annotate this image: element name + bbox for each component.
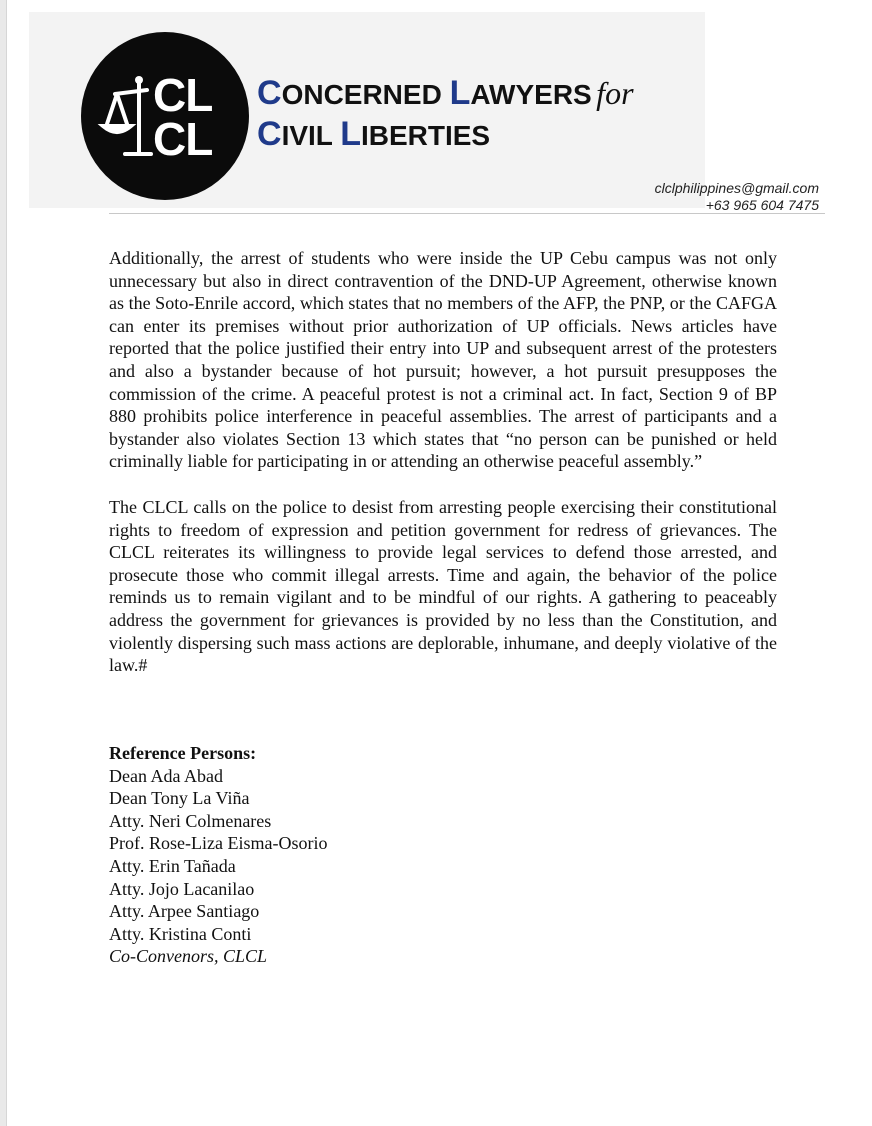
organization-name bbox=[257, 76, 634, 158]
contact-email[interactable]: clclphilippines@gmail.com bbox=[654, 180, 819, 196]
contact-info bbox=[655, 180, 819, 214]
word-iberties: IBERTIES bbox=[360, 120, 491, 151]
contact-phone: +63 965 604 7475 bbox=[705, 197, 819, 213]
reference-person: Atty. Kristina Conti bbox=[109, 923, 252, 944]
org-name-line-2 bbox=[257, 117, 634, 158]
document-page bbox=[6, 0, 872, 1126]
reference-person: Dean Ada Abad bbox=[109, 765, 223, 786]
word-oncerned: ONCERNED bbox=[281, 79, 450, 110]
word-for: for bbox=[596, 75, 634, 111]
reference-person: Atty. Erin Tañada bbox=[109, 855, 236, 876]
statement-body bbox=[109, 247, 777, 700]
reference-persons bbox=[109, 742, 609, 968]
word-awyers: AWYERS bbox=[470, 79, 592, 110]
reference-person: Atty. Jojo Lacanilao bbox=[109, 878, 255, 899]
monogram-bottom: CL bbox=[153, 113, 213, 165]
reference-title: Reference Persons: bbox=[109, 743, 257, 763]
paragraph-1: Additionally, the arrest of students who were inside the UP Cebu campus was not only unnecessary but also in direct contravention of the DND-UP Agreement, otherwise known as the Soto-Enrile accord, which states that no members of the AFP, the PNP, or the CAFGA can enter its premises without prior authorization of UP officials. News articles have reported that the police justified their entry into UP and subsequent arrest of the protesters and also a bystander because of hot pursuit; however, a hot pursuit presupposes the commission of the crime. A peaceful protest is not a criminal act. In fact, Section 9 of BP 880 prohibits police interference in peaceful assemblies. The arrest of participants and a bystander also violates Section 13 which states that “no person can be punished or held criminally liable for participating in or attending an otherwise peaceful assembly.” bbox=[109, 248, 777, 472]
reference-person: Atty. Arpee Santiago bbox=[109, 901, 260, 922]
header-divider bbox=[109, 213, 825, 214]
org-name-line-1 bbox=[257, 76, 634, 117]
organization-seal bbox=[81, 32, 249, 200]
paragraph-2: The CLCL calls on the police to desist from arresting people exercising their constitutional rights to freedom of expression and petition government for redress of grievances. The CLCL reiterates its willingness to provide legal services to defend those arrested, and prosecute those who commit illegal arrests. Time and again, the behavior of the police reminds us to remain vigilant and to be mindful of our rights. A gathering to peaceably address the government for grievances is provided by no less than the Constitution, and violently dispersing such mass actions are deplorable, inhumane, and deeply violative of the law.# bbox=[109, 496, 777, 676]
initial-l: L bbox=[449, 74, 471, 112]
initial-c: C bbox=[257, 74, 282, 112]
monogram-top: CL bbox=[153, 69, 213, 121]
reference-role: Co-Convenors, CLCL bbox=[109, 946, 268, 967]
word-ivil: IVIL bbox=[281, 120, 341, 151]
reference-person: Atty. Neri Colmenares bbox=[109, 810, 272, 831]
reference-person: Dean Tony La Viña bbox=[109, 788, 250, 809]
reference-person: Prof. Rose-Liza Eisma-Osorio bbox=[109, 833, 328, 854]
initial-l-2: L bbox=[340, 115, 361, 153]
initial-c-2: C bbox=[257, 115, 282, 153]
